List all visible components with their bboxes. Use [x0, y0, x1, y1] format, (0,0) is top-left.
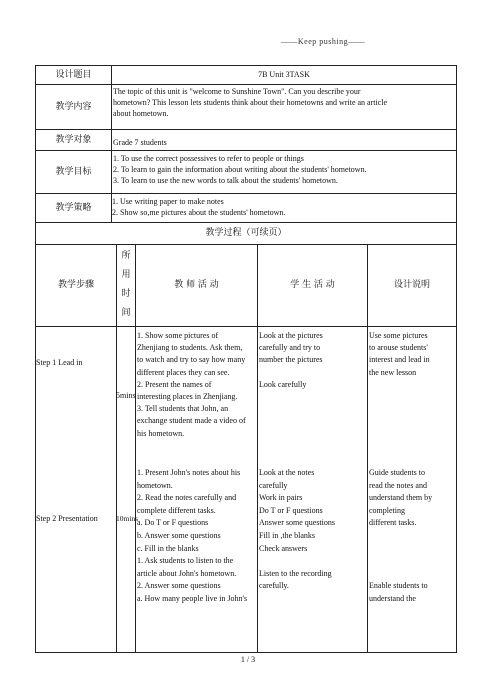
- text-line: [369, 568, 455, 581]
- teacher-activity: [137, 467, 257, 606]
- text-line: complete different tasks.: [137, 505, 216, 515]
- text-line: exchange student made a video of: [137, 416, 246, 426]
- text-line: different tasks.: [369, 518, 417, 528]
- col-header-teacher: 教 师 活 动: [174, 280, 219, 290]
- text-line: [369, 555, 455, 568]
- time-char: 间: [121, 308, 131, 318]
- text-line: Use some pictures: [369, 331, 428, 340]
- target-value: Grade 7 students: [113, 138, 167, 147]
- text-line: Look at the notes: [259, 468, 315, 477]
- text-line: to watch and try to say how many: [137, 355, 246, 365]
- text-line: his hometown.: [137, 428, 185, 438]
- text-line: 2. Present the names of: [137, 379, 212, 389]
- goal-item: 2. To learn to gain the information about writing about the students' hometown.: [113, 165, 367, 174]
- col-header-notes: 设计说明: [393, 280, 430, 290]
- text-line: hometown.: [137, 480, 173, 490]
- process-title: 教学过程（可续页）: [205, 228, 287, 238]
- text-line: Do T or F questions: [259, 505, 323, 515]
- page-header: ——Keep pushing——: [280, 37, 366, 46]
- text-line: Fill in ,the blanks: [259, 530, 315, 540]
- text-line: 1. Ask students to listen to the: [137, 556, 234, 566]
- goal-item: 1. To use the correct possessives to refer to people or things: [113, 154, 304, 163]
- content-text: [112, 86, 456, 119]
- text-line: b. Answer some questions: [137, 530, 221, 540]
- text-line: [259, 555, 367, 568]
- text-line: to arouse students': [369, 343, 428, 353]
- col-header-steps: 教学步骤: [57, 280, 94, 290]
- text-line: Look at the pictures: [259, 331, 323, 340]
- text-line: Listen to the recording: [259, 568, 332, 578]
- text-line: 1. Present John's notes about his: [137, 468, 241, 477]
- col-header-time: [117, 247, 135, 323]
- strategy-label: 教学策略: [55, 203, 92, 213]
- design-notes: [369, 467, 455, 606]
- text-line: Enable students to: [369, 581, 428, 591]
- text-line: a. How many people live in John's: [137, 593, 248, 603]
- student-activity: [259, 467, 367, 593]
- col-header-student: 学 生 活 动: [290, 280, 335, 290]
- text-line: Work in pairs: [259, 493, 303, 503]
- text-line: number the pictures: [259, 355, 323, 365]
- time-char: 时: [121, 289, 131, 299]
- text-line: carefully.: [259, 581, 289, 591]
- page-number: 1 / 3: [240, 655, 256, 664]
- text-line: Check answers: [259, 543, 308, 553]
- content-label: 教学内容: [55, 102, 92, 112]
- text-line: Guide students to: [369, 468, 425, 477]
- design-title-value: 7B Unit 3TASK: [258, 70, 310, 79]
- text-line: 2. Read the notes carefully and: [137, 493, 237, 503]
- step-time: 5mins: [116, 391, 136, 400]
- text-line: [259, 367, 367, 379]
- text-line: carefully: [259, 480, 288, 490]
- design-notes: [369, 330, 455, 379]
- step-name: Step 2 Presentation: [36, 514, 98, 523]
- text-line: interest and lead in: [369, 355, 430, 365]
- step-time: 10mins: [116, 514, 139, 523]
- text-line: a. Do T or F questions: [137, 518, 209, 528]
- goal-item: 3. To learn to use the new words to talk about the students' hometown.: [113, 176, 338, 185]
- teacher-activity: [137, 330, 257, 440]
- text-line: [369, 543, 455, 556]
- strategy-item: 2. Show so,me pictures about the students' hometown.: [112, 208, 286, 217]
- text-line: interesting places in Zhenjiang.: [137, 392, 238, 402]
- text-line: carefully and try to: [259, 343, 321, 353]
- strategy-list: [112, 196, 454, 218]
- text-line: 2. Answer some questions: [137, 581, 221, 591]
- text-line: 1. Show some pictures of: [137, 331, 219, 340]
- text-line: understand them by: [369, 493, 433, 503]
- content-line: about hometown.: [113, 109, 169, 118]
- student-activity: [259, 330, 367, 391]
- text-line: read the notes and: [369, 480, 427, 490]
- content-line: The topic of this unit is "welcome to Sunshine Town". Can you describe your: [113, 87, 361, 96]
- text-line: Look carefully: [259, 379, 307, 389]
- text-line: completing: [369, 505, 405, 515]
- text-line: Answer some questions: [259, 518, 335, 528]
- text-line: the new lesson: [369, 367, 417, 377]
- design-title-label: 设计题目: [55, 70, 92, 80]
- text-line: c. Fill in the blanks: [137, 543, 199, 553]
- time-char: 用: [121, 270, 131, 280]
- text-line: [369, 530, 455, 543]
- step-name: Step 1 Lead in: [36, 358, 83, 367]
- text-line: article about John's hometown.: [137, 568, 237, 578]
- time-char: 所: [121, 251, 131, 261]
- text-line: Zhenjiang to students. Ask them,: [137, 343, 243, 353]
- text-line: 3. Tell students that John, an: [137, 404, 229, 414]
- text-line: understand the: [369, 593, 416, 603]
- content-line: hometown? This lesson lets students think about their hometowns and write an article: [113, 98, 388, 107]
- goals-label: 教学目标: [55, 167, 92, 177]
- goals-list: [113, 153, 455, 186]
- text-line: different places they can see.: [137, 367, 230, 377]
- strategy-item: 1. Use writing paper to make notes: [112, 197, 224, 206]
- target-label: 教学对象: [55, 135, 92, 145]
